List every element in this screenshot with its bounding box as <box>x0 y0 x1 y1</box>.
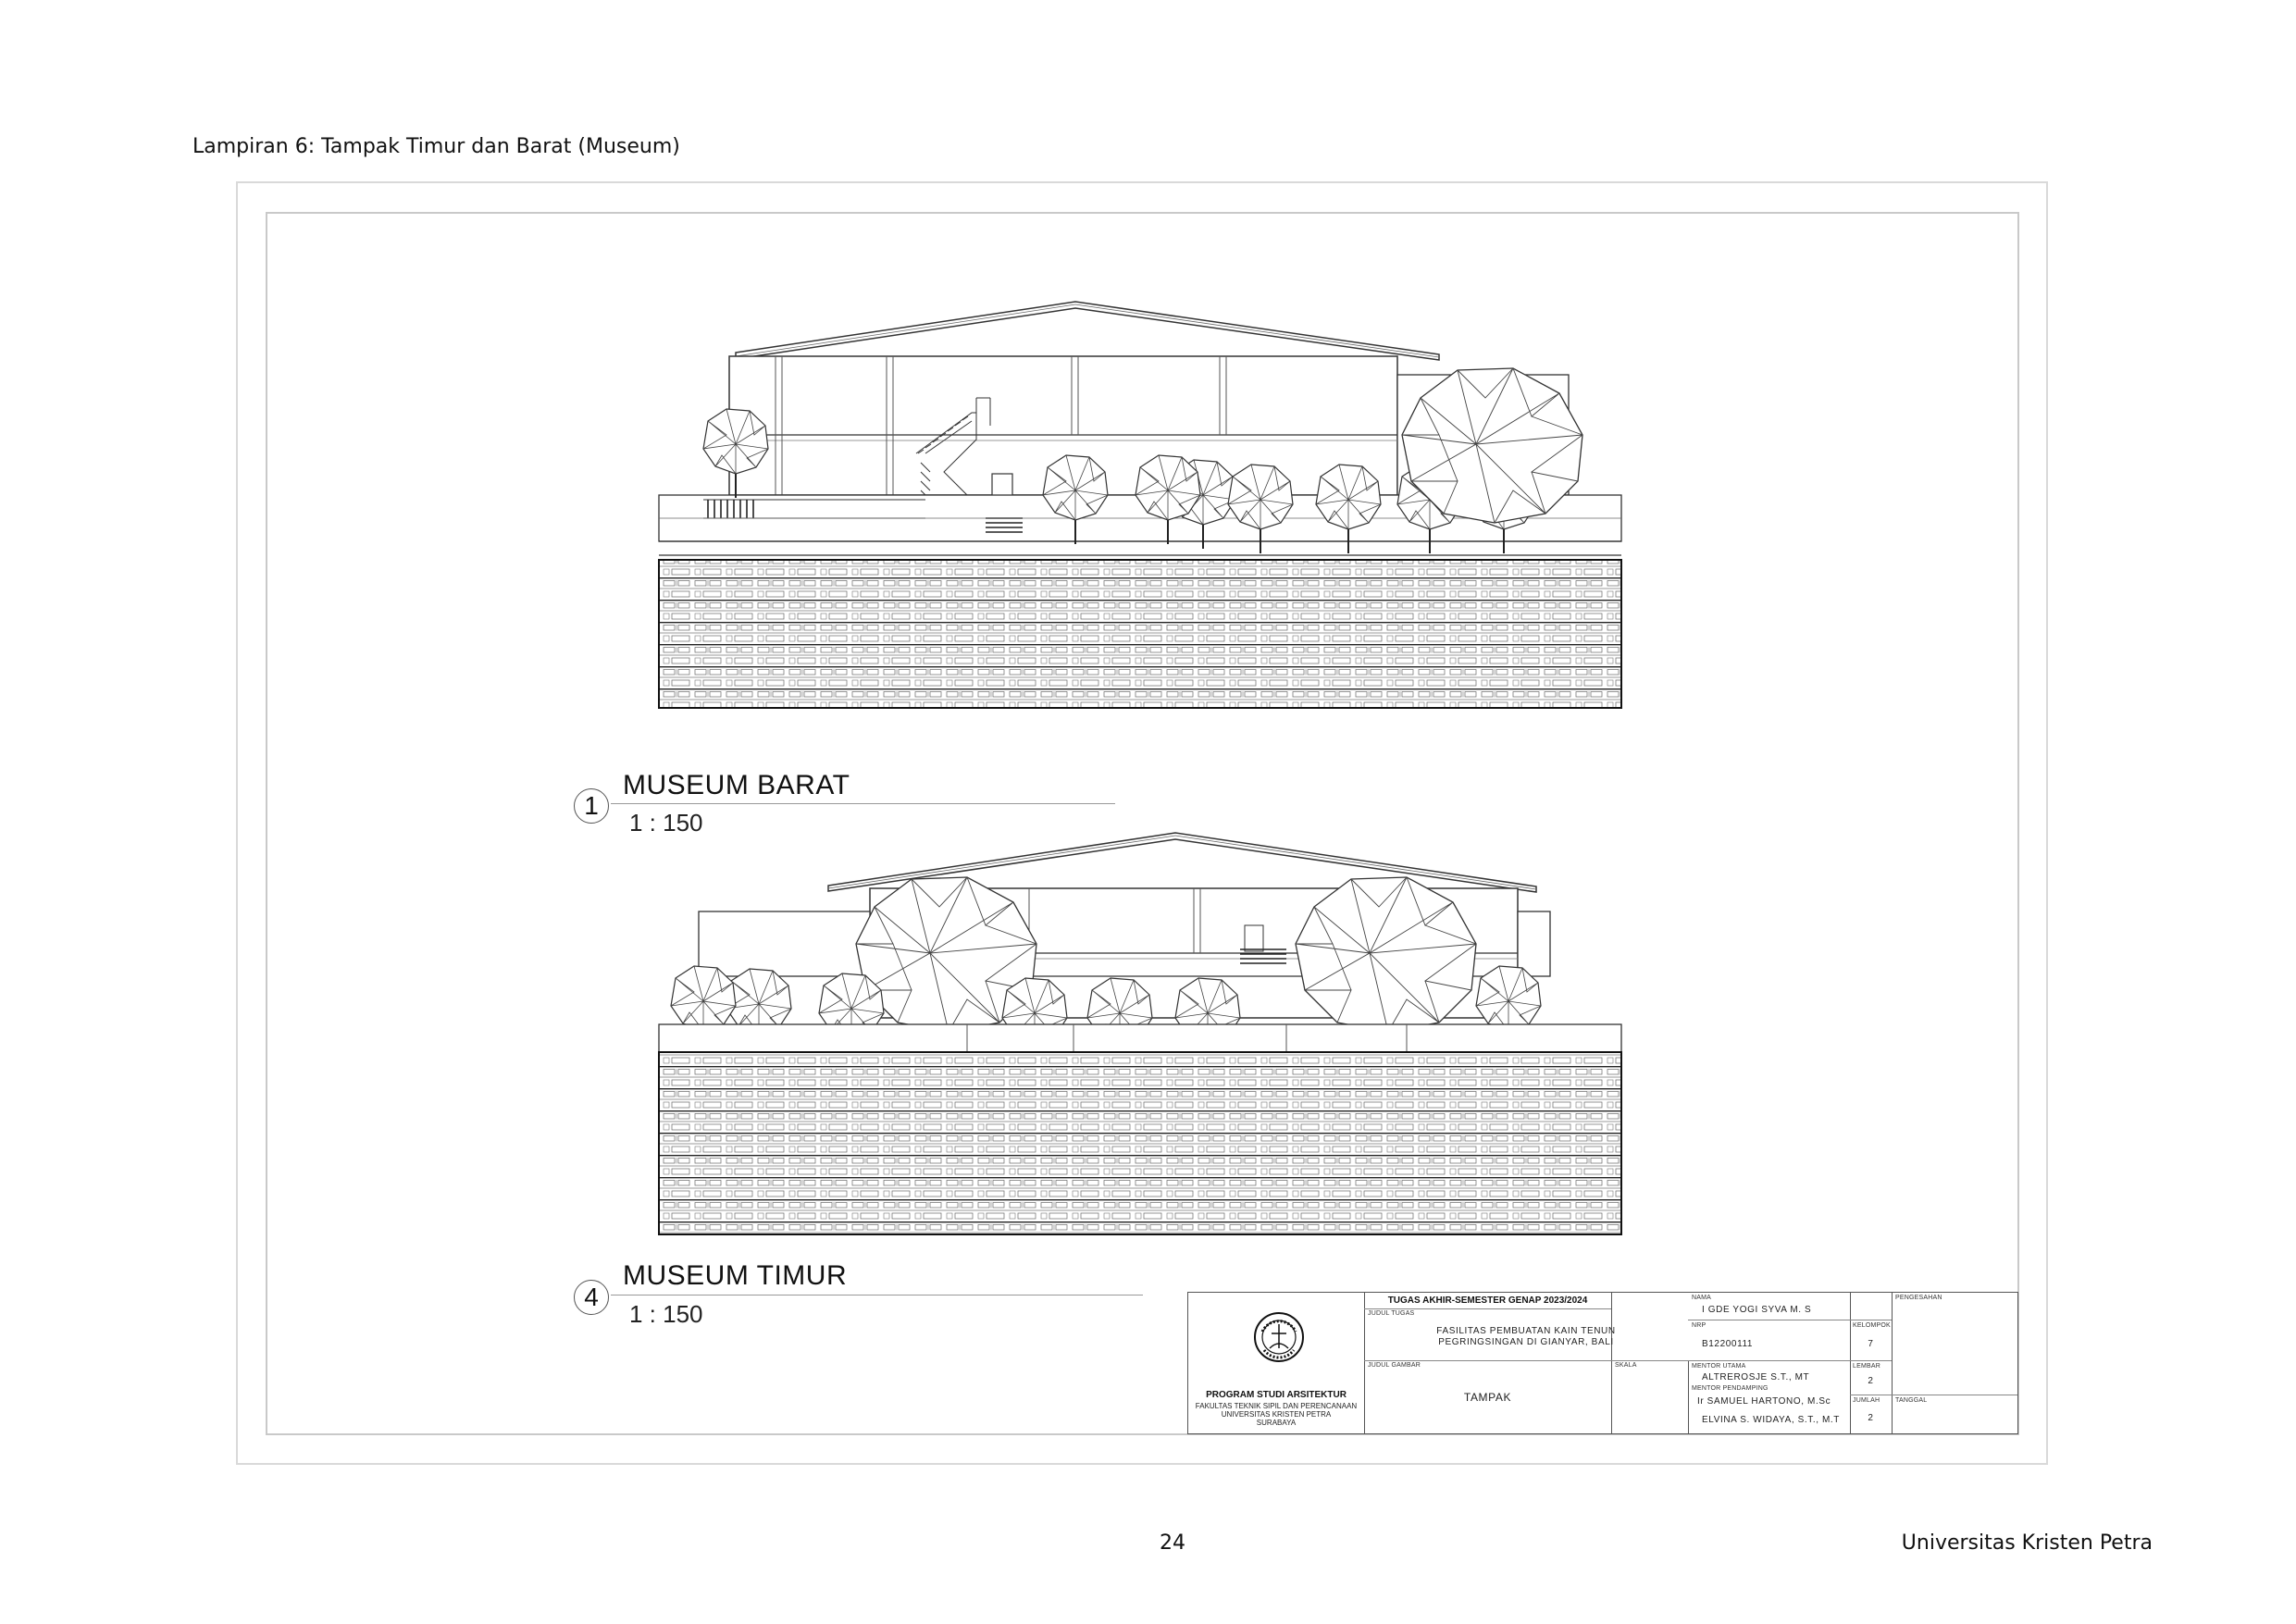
view-scale-timur: 1 : 150 <box>629 1300 703 1328</box>
jumlah-value: 2 <box>1868 1413 1874 1423</box>
jumlah-label: JUMLAH <box>1853 1397 1880 1404</box>
judul-tugas-line-2: PEGRINGSINGAN DI GIANYAR, BALI <box>1438 1337 1614 1347</box>
mentor-utama-value: ALTREROSJE S.T., MT <box>1702 1372 1810 1382</box>
lembar-value: 2 <box>1868 1376 1874 1386</box>
nama-value: I GDE YOGI SYVA M. S <box>1702 1305 1812 1315</box>
skala-label: SKALA <box>1615 1362 1637 1369</box>
kelompok-value: 7 <box>1868 1339 1874 1349</box>
view-scale-barat: 1 : 150 <box>629 809 703 837</box>
view-number-barat: 1 <box>574 788 609 824</box>
university-seal-logo <box>1253 1311 1305 1363</box>
assignment-title: TUGAS AKHIR-SEMESTER GENAP 2023/2024 <box>1387 1295 1588 1306</box>
page-caption: Lampiran 6: Tampak Timur dan Barat (Museum) <box>192 135 680 158</box>
elevation-museum-barat <box>659 302 1621 708</box>
judul-tugas-line-1: FASILITAS PEMBUATAN KAIN TENUN <box>1436 1326 1616 1336</box>
judul-tugas-label: JUDUL TUGAS <box>1368 1310 1415 1317</box>
pengesahan-label: PENGESAHAN <box>1895 1295 1942 1301</box>
judul-gambar-value: TAMPAK <box>1463 1391 1512 1404</box>
faculty-line-1: FAKULTAS TEKNIK SIPIL DAN PERENCANAAN <box>1195 1402 1358 1410</box>
view-title-barat: MUSEUM BARAT <box>623 770 850 800</box>
title-block <box>1187 1292 2018 1434</box>
view-underline-barat <box>611 803 1115 804</box>
nama-label: NAMA <box>1692 1295 1712 1301</box>
mentor-pendamping-1: Ir SAMUEL HARTONO, M.Sc <box>1697 1396 1831 1407</box>
judul-gambar-label: JUDUL GAMBAR <box>1368 1362 1421 1369</box>
mentor-utama-label: MENTOR UTAMA <box>1692 1363 1746 1370</box>
kelompok-label: KELOMPOK <box>1853 1322 1891 1329</box>
nrp-label: NRP <box>1692 1322 1706 1329</box>
tanggal-label: TANGGAL <box>1895 1397 1928 1404</box>
view-number-timur: 4 <box>574 1280 609 1315</box>
view-title-timur: MUSEUM TIMUR <box>623 1260 848 1291</box>
mentor-pendamping-2: ELVINA S. WIDAYA, S.T., M.T <box>1702 1415 1841 1425</box>
program-name: PROGRAM STUDI ARSITEKTUR <box>1206 1390 1347 1400</box>
footer-university: Universitas Kristen Petra <box>1901 1531 2153 1555</box>
mentor-pendamping-label: MENTOR PENDAMPING <box>1692 1385 1769 1392</box>
lembar-label: LEMBAR <box>1853 1363 1880 1370</box>
faculty-line-3: SURABAYA <box>1256 1419 1297 1427</box>
nrp-value: B12200111 <box>1702 1339 1754 1349</box>
elevation-museum-timur <box>659 833 1621 1234</box>
faculty-line-2: UNIVERSITAS KRISTEN PETRA <box>1221 1410 1332 1419</box>
page-number: 24 <box>1160 1531 1185 1555</box>
